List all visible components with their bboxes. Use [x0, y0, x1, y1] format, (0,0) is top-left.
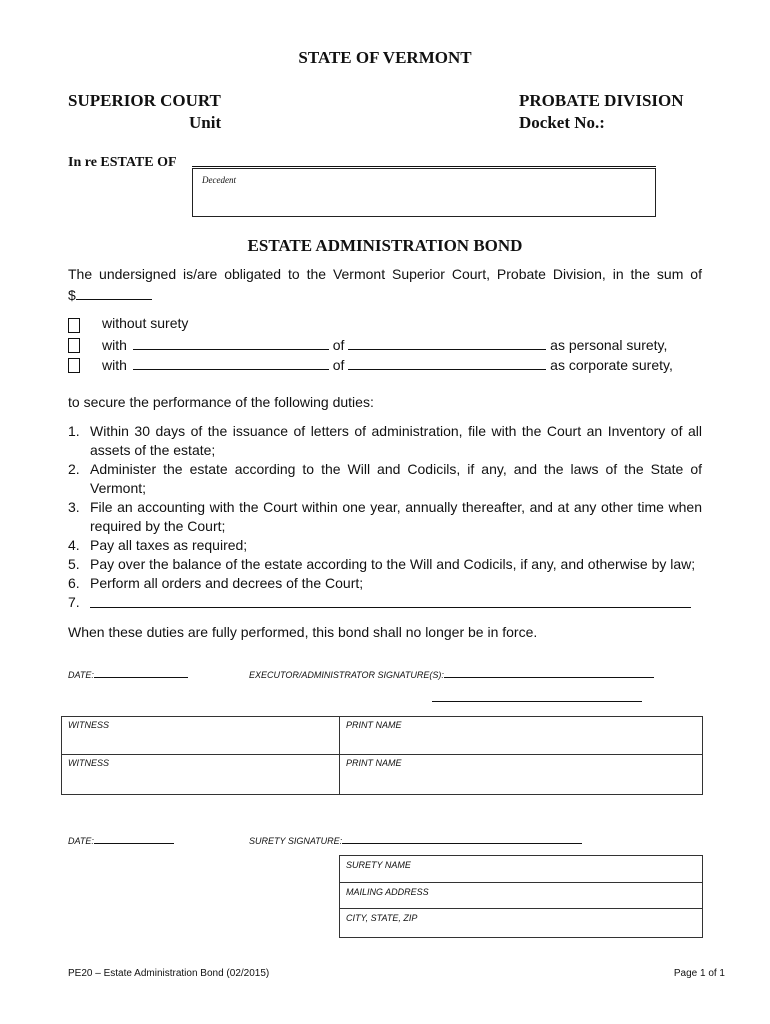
sum-prefix: $	[68, 287, 76, 303]
without-surety-label: without surety	[102, 315, 189, 331]
other-duty-blank[interactable]	[90, 593, 691, 608]
surety-info-table	[339, 855, 703, 938]
surety-signature-field	[249, 834, 582, 846]
duties-intro: to secure the performance of the following duties:	[68, 394, 374, 410]
corporate-surety-row	[102, 355, 673, 373]
bond-title: ESTATE ADMINISTRATION BOND	[247, 236, 523, 255]
print-name-cell[interactable]	[340, 717, 702, 755]
personal-surety-row	[102, 335, 667, 353]
print-name-label: PRINT NAME	[346, 720, 402, 730]
duty-text: File an accounting with the Court within one year, annually thereafter, and at any other time when required by the Court;	[90, 499, 702, 534]
duty-item	[68, 593, 702, 613]
witness-table	[61, 716, 703, 795]
estate-name-line	[192, 166, 656, 167]
mailing-address-cell[interactable]	[340, 883, 702, 909]
decedent-field[interactable]	[192, 168, 656, 217]
duty-item	[68, 460, 702, 498]
executor-signature-second-line[interactable]	[432, 701, 642, 702]
decedent-label: Decedent	[202, 175, 236, 185]
personal-surety-address-blank[interactable]	[348, 335, 546, 350]
surety-signature-blank[interactable]	[342, 834, 582, 844]
surety-date-label: DATE:	[68, 836, 94, 846]
duty-number: 6.	[68, 575, 80, 591]
executor-date-label: DATE:	[68, 670, 94, 680]
personal-with-label: with	[102, 337, 127, 353]
print-name-label: PRINT NAME	[346, 758, 402, 768]
surety-name-label: SURETY NAME	[346, 860, 411, 870]
duty-number: 4.	[68, 537, 80, 553]
personal-surety-suffix: as personal surety,	[550, 337, 668, 353]
witness-label: WITNESS	[68, 720, 110, 730]
witness-label: WITNESS	[68, 758, 110, 768]
mailing-address-label: MAILING ADDRESS	[346, 887, 429, 897]
duty-text: Within 30 days of the issuance of letters of administration, file with the Court an Inventory of all assets of the estate;	[90, 423, 702, 458]
executor-signature-field	[249, 668, 654, 680]
duty-number: 3.	[68, 499, 80, 515]
sum-field[interactable]	[68, 285, 152, 303]
duty-text: Perform all orders and decrees of the Court;	[90, 575, 364, 591]
duty-item	[68, 555, 702, 574]
court-name: SUPERIOR COURT	[68, 91, 221, 110]
corporate-of-label: of	[332, 357, 345, 373]
form-state-heading: STATE OF VERMONT	[298, 48, 472, 67]
surety-name-cell[interactable]	[340, 856, 702, 883]
corporate-surety-suffix: as corporate surety,	[550, 357, 673, 373]
court-unit: Unit	[189, 113, 222, 132]
estate-label: In re ESTATE OF	[68, 155, 177, 170]
duty-number: 1.	[68, 423, 80, 439]
corporate-surety-name-blank[interactable]	[133, 355, 329, 370]
duty-number: 5.	[68, 556, 80, 572]
surety-date-blank[interactable]	[94, 834, 174, 844]
division-name: PROBATE DIVISION	[519, 91, 684, 110]
surety-date-field	[68, 834, 174, 846]
duties-list	[68, 422, 702, 613]
executor-signature-label: EXECUTOR/ADMINISTRATOR SIGNATURE(S):	[249, 670, 444, 680]
duty-item	[68, 536, 702, 555]
duty-item	[68, 498, 702, 536]
executor-date-blank[interactable]	[94, 668, 188, 678]
print-name-cell[interactable]	[340, 755, 702, 794]
duty-item	[68, 422, 702, 460]
city-state-zip-cell[interactable]	[340, 909, 702, 937]
duty-item	[68, 574, 702, 593]
personal-surety-name-blank[interactable]	[133, 335, 329, 350]
duty-text: Pay over the balance of the estate according to the Will and Codicils, if any, and otherwise by law;	[90, 556, 696, 572]
corporate-surety-checkbox[interactable]	[68, 358, 80, 373]
without-surety-checkbox[interactable]	[68, 318, 80, 333]
executor-signature-blank[interactable]	[444, 668, 654, 678]
duty-number: 2.	[68, 461, 80, 477]
docket-label: Docket No.:	[519, 113, 605, 132]
executor-date-field	[68, 668, 188, 680]
intro-text: The undersigned is/are obligated to the Vermont Superior Court, Probate Division, in the sum of	[68, 266, 702, 282]
witness-cell[interactable]	[62, 755, 340, 794]
duty-number: 7.	[68, 594, 80, 610]
surety-signature-label: SURETY SIGNATURE:	[249, 836, 343, 846]
duty-text: Pay all taxes as required;	[90, 537, 248, 553]
corporate-surety-address-blank[interactable]	[348, 355, 546, 370]
sum-blank[interactable]	[76, 285, 152, 300]
corporate-with-label: with	[102, 357, 127, 373]
personal-surety-checkbox[interactable]	[68, 338, 80, 353]
form-id: PE20 – Estate Administration Bond (02/2015)	[68, 968, 270, 979]
duty-text: Administer the estate according to the Will and Codicils, if any, and the laws of the State of Vermont;	[90, 461, 702, 496]
city-state-zip-label: CITY, STATE, ZIP	[346, 913, 418, 923]
witness-cell[interactable]	[62, 717, 340, 755]
closing-text: When these duties are fully performed, this bond shall no longer be in force.	[68, 624, 538, 640]
page-number: Page 1 of 1	[673, 968, 725, 979]
personal-of-label: of	[332, 337, 345, 353]
